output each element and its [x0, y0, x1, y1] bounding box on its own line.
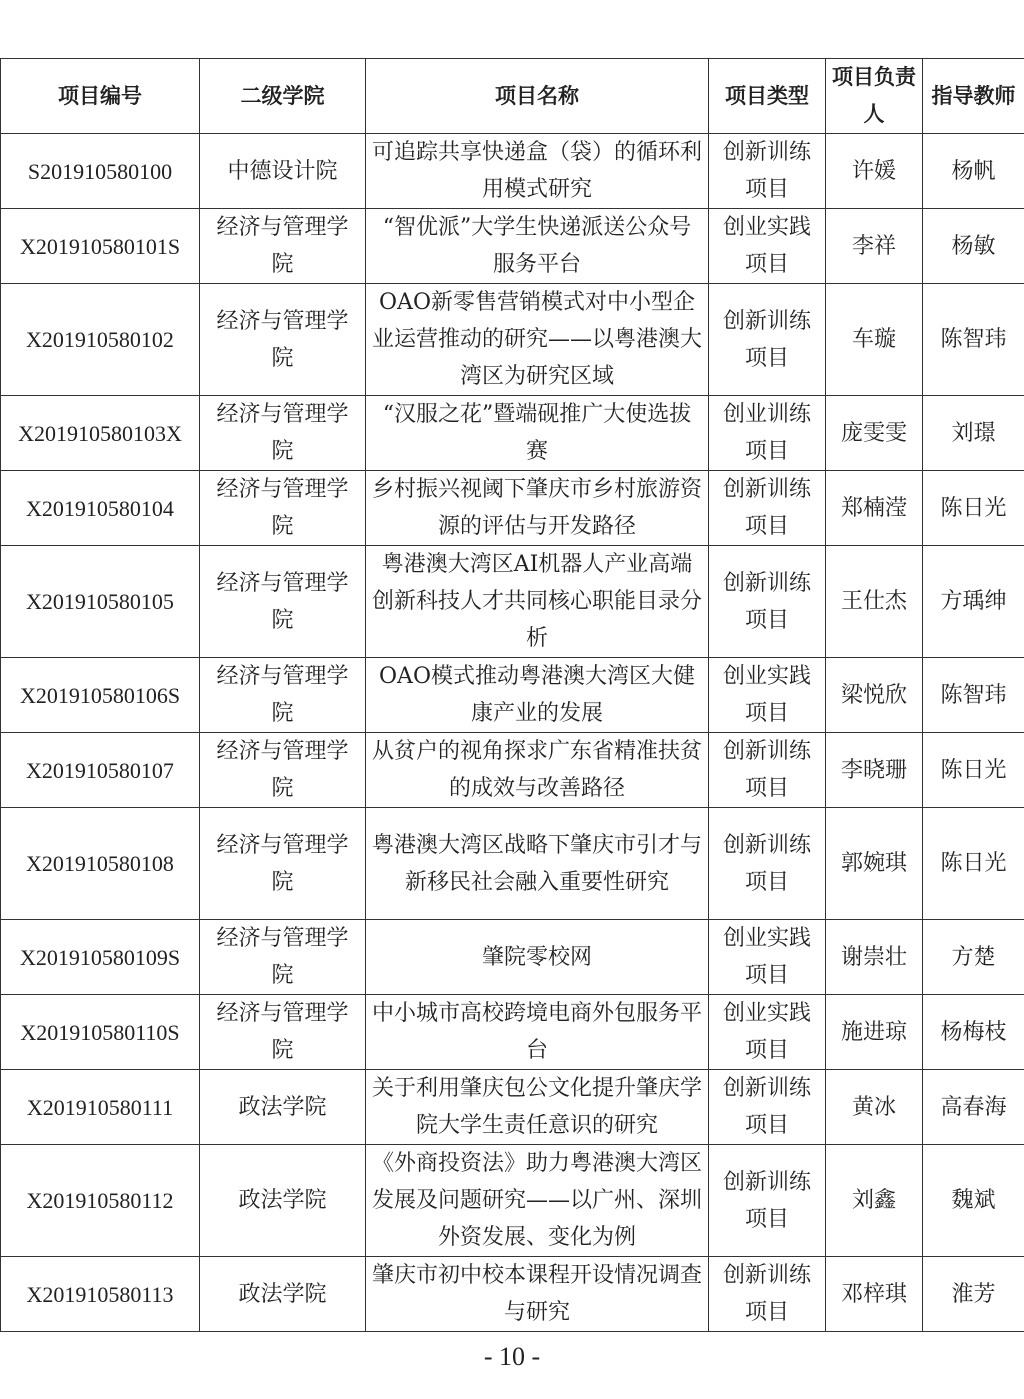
cell-teacher: 陈智玮: [923, 284, 1024, 396]
header-leader: 项目负责人: [826, 59, 923, 134]
cell-code: X201910580105: [1, 546, 200, 658]
cell-leader: 刘鑫: [826, 1145, 923, 1257]
header-row: [1, 59, 1024, 134]
table-row: [1, 920, 1024, 995]
cell-type: 创新训练项目: [709, 284, 826, 396]
cell-leader: 梁悦欣: [826, 658, 923, 733]
cell-name: 粤港澳大湾区AI机器人产业高端创新科技人才共同核心职能目录分析: [366, 546, 709, 658]
cell-code: X201910580108: [1, 808, 200, 920]
cell-name: 从贫户的视角探求广东省精准扶贫的成效与改善路径: [366, 733, 709, 808]
cell-code: X201910580110S: [1, 995, 200, 1070]
cell-teacher: 陈日光: [923, 471, 1024, 546]
cell-teacher: 陈日光: [923, 733, 1024, 808]
cell-college: 经济与管理学院: [200, 396, 366, 471]
header-teacher: 指导教师: [923, 59, 1024, 134]
table-row: [1, 396, 1024, 471]
cell-name: 粤港澳大湾区战略下肇庆市引才与新移民社会融入重要性研究: [366, 808, 709, 920]
cell-code: S201910580100: [1, 134, 200, 209]
cell-teacher: 陈日光: [923, 808, 1024, 920]
header-college: 二级学院: [200, 59, 366, 134]
cell-leader: 施进琼: [826, 995, 923, 1070]
cell-college: 经济与管理学院: [200, 808, 366, 920]
cell-college: 经济与管理学院: [200, 733, 366, 808]
cell-college: 经济与管理学院: [200, 995, 366, 1070]
cell-type: 创新训练项目: [709, 808, 826, 920]
cell-teacher: 杨帆: [923, 134, 1024, 209]
cell-type: 创业实践项目: [709, 209, 826, 284]
cell-teacher: 杨敏: [923, 209, 1024, 284]
page-number: - 10 -: [483, 1342, 541, 1371]
project-table: [0, 58, 1024, 1332]
cell-code: X201910580112: [1, 1145, 200, 1257]
cell-name: OAO新零售营销模式对中小型企业运营推动的研究——以粤港澳大湾区为研究区域: [366, 284, 709, 396]
table-row: [1, 1145, 1024, 1257]
cell-type: 创新训练项目: [709, 134, 826, 209]
cell-leader: 王仕杰: [826, 546, 923, 658]
cell-teacher: 高春海: [923, 1070, 1024, 1145]
cell-type: 创业实践项目: [709, 920, 826, 995]
table-row: [1, 471, 1024, 546]
header-code: 项目编号: [1, 59, 200, 134]
cell-type: 创业训练项目: [709, 396, 826, 471]
cell-code: X201910580103X: [1, 396, 200, 471]
cell-teacher: 刘璟: [923, 396, 1024, 471]
cell-code: X201910580104: [1, 471, 200, 546]
cell-name: 可追踪共享快递盒（袋）的循环利用模式研究: [366, 134, 709, 209]
cell-code: X201910580101S: [1, 209, 200, 284]
cell-leader: 郑楠滢: [826, 471, 923, 546]
cell-leader: 庞雯雯: [826, 396, 923, 471]
table-row: [1, 209, 1024, 284]
table-row: [1, 1070, 1024, 1145]
cell-leader: 郭婉琪: [826, 808, 923, 920]
cell-leader: 黄冰: [826, 1070, 923, 1145]
cell-college: 经济与管理学院: [200, 546, 366, 658]
table-row: [1, 995, 1024, 1070]
cell-college: 经济与管理学院: [200, 284, 366, 396]
cell-name: 中小城市高校跨境电商外包服务平台: [366, 995, 709, 1070]
cell-type: 创新训练项目: [709, 471, 826, 546]
cell-code: X201910580111: [1, 1070, 200, 1145]
cell-name: 肇院零校网: [366, 920, 709, 995]
header-type: 项目类型: [709, 59, 826, 134]
cell-teacher: 淮芳: [923, 1257, 1024, 1332]
table-row: [1, 546, 1024, 658]
cell-leader: 许媛: [826, 134, 923, 209]
cell-type: 创新训练项目: [709, 1257, 826, 1332]
cell-code: X201910580102: [1, 284, 200, 396]
table-row: [1, 284, 1024, 396]
cell-teacher: 方瑀绅: [923, 546, 1024, 658]
cell-code: X201910580106S: [1, 658, 200, 733]
cell-name: “汉服之花”暨端砚推广大使选拔赛: [366, 396, 709, 471]
cell-college: 政法学院: [200, 1145, 366, 1257]
table-body: [1, 134, 1024, 1332]
cell-college: 政法学院: [200, 1257, 366, 1332]
cell-leader: 李晓珊: [826, 733, 923, 808]
table-row: [1, 1257, 1024, 1332]
cell-leader: 车璇: [826, 284, 923, 396]
cell-name: 关于利用肇庆包公文化提升肇庆学院大学生责任意识的研究: [366, 1070, 709, 1145]
cell-college: 政法学院: [200, 1070, 366, 1145]
table-row: [1, 733, 1024, 808]
cell-college: 经济与管理学院: [200, 920, 366, 995]
table-row: [1, 658, 1024, 733]
cell-type: 创新训练项目: [709, 733, 826, 808]
cell-teacher: 陈智玮: [923, 658, 1024, 733]
cell-college: 中德设计院: [200, 134, 366, 209]
header-name: 项目名称: [366, 59, 709, 134]
cell-college: 经济与管理学院: [200, 471, 366, 546]
cell-name: “智优派”大学生快递派送公众号服务平台: [366, 209, 709, 284]
cell-teacher: 魏斌: [923, 1145, 1024, 1257]
cell-type: 创新训练项目: [709, 1070, 826, 1145]
cell-type: 创新训练项目: [709, 1145, 826, 1257]
cell-leader: 李祥: [826, 209, 923, 284]
cell-teacher: 方楚: [923, 920, 1024, 995]
cell-code: X201910580109S: [1, 920, 200, 995]
cell-type: 创新训练项目: [709, 546, 826, 658]
cell-college: 经济与管理学院: [200, 658, 366, 733]
cell-name: OAO模式推动粤港澳大湾区大健康产业的发展: [366, 658, 709, 733]
cell-code: X201910580113: [1, 1257, 200, 1332]
cell-type: 创业实践项目: [709, 995, 826, 1070]
cell-teacher: 杨梅枝: [923, 995, 1024, 1070]
cell-name: 《外商投资法》助力粤港澳大湾区发展及问题研究——以广州、深圳外资发展、变化为例: [366, 1145, 709, 1257]
cell-college: 经济与管理学院: [200, 209, 366, 284]
cell-name: 肇庆市初中校本课程开设情况调查与研究: [366, 1257, 709, 1332]
cell-leader: 谢崇壮: [826, 920, 923, 995]
cell-name: 乡村振兴视阈下肇庆市乡村旅游资源的评估与开发路径: [366, 471, 709, 546]
cell-type: 创业实践项目: [709, 658, 826, 733]
table-row: [1, 808, 1024, 920]
cell-code: X201910580107: [1, 733, 200, 808]
cell-leader: 邓梓琪: [826, 1257, 923, 1332]
table-row: [1, 134, 1024, 209]
